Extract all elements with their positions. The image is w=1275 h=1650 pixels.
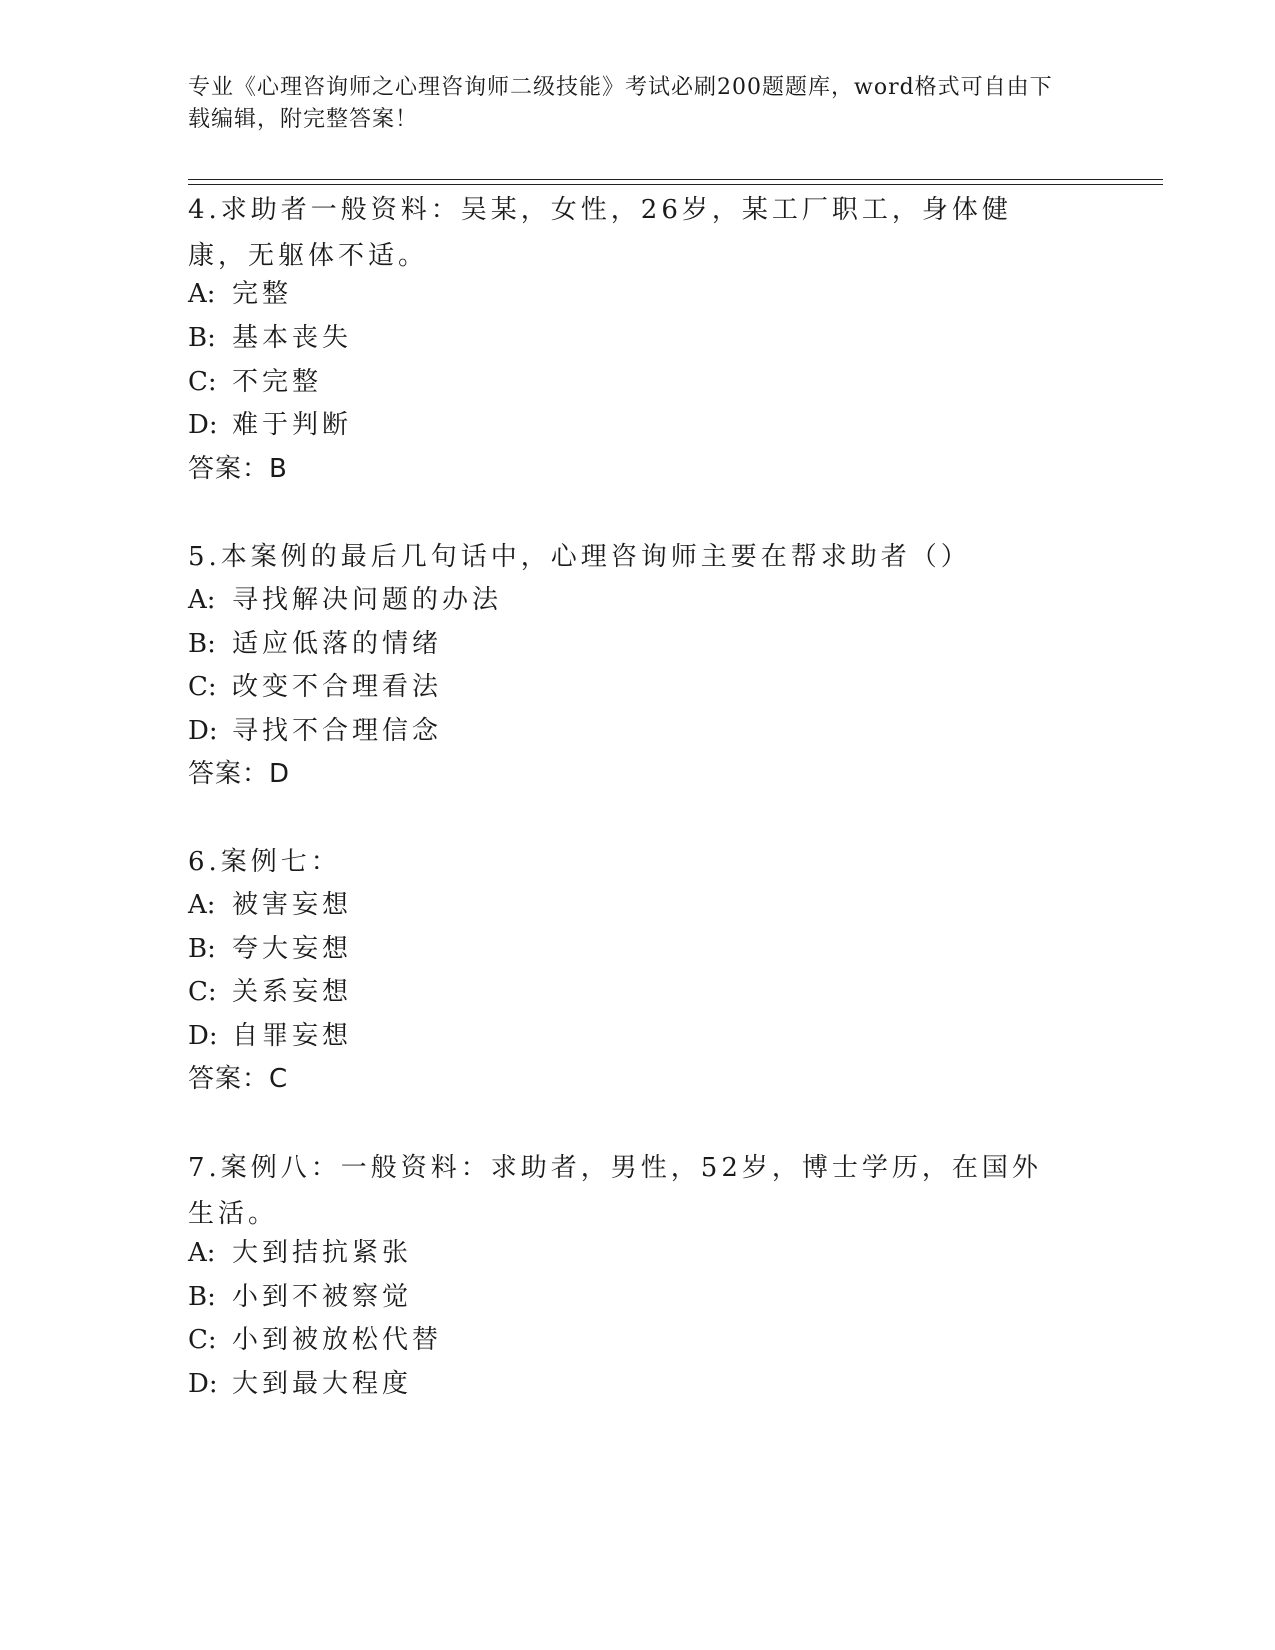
question-6-stem: 6.案例七： <box>188 847 341 877</box>
option-letter: B: <box>188 1282 216 1312</box>
option-letter: B: <box>188 629 216 659</box>
question-5-option-a <box>188 583 502 617</box>
header-divider-bottom <box>188 184 1163 185</box>
option-letter: C: <box>188 1325 217 1355</box>
question-7-stem: 7.案例八：一般资料：求助者，男性，52岁，博士学历，在国外生活。 <box>188 1153 1042 1229</box>
option-text: 不完整 <box>232 367 323 397</box>
option-text: 基本丧失 <box>232 323 353 353</box>
question-6-option-a <box>188 888 352 922</box>
question-5-answer: 答案：D <box>188 759 291 789</box>
option-text: 适应低落的情绪 <box>232 629 443 659</box>
option-letter: C: <box>188 367 217 397</box>
option-letter: B: <box>188 934 216 964</box>
question-4-answer: 答案：B <box>188 454 288 484</box>
option-letter: A: <box>188 279 216 309</box>
option-text: 完整 <box>232 279 293 309</box>
option-text: 被害妄想 <box>232 890 353 920</box>
question-6-option-d <box>188 1019 352 1053</box>
question-5-option-c <box>188 670 442 704</box>
option-letter: A: <box>188 890 216 920</box>
question-6-option-b <box>188 932 352 966</box>
question-7-option-d <box>188 1367 412 1401</box>
question-7-option-c <box>188 1323 442 1357</box>
question-5-option-d <box>188 714 442 748</box>
option-letter: D: <box>188 410 218 440</box>
question-4-option-c <box>188 365 322 399</box>
option-text: 难于判断 <box>232 410 353 440</box>
option-letter: D: <box>188 1369 218 1399</box>
question-6-option-c <box>188 975 352 1009</box>
option-text: 小到不被察觉 <box>232 1282 413 1312</box>
document-header: 专业《心理咨询师之心理咨询师二级技能》考试必刷200题题库，word格式可自由下载编辑，附完整答案！ <box>188 75 1053 132</box>
question-7-option-b <box>188 1280 412 1314</box>
option-text: 寻找不合理信念 <box>232 716 443 746</box>
question-4-stem: 4.求助者一般资料：吴某，女性，26岁，某工厂职工，身体健康，无躯体不适。 <box>188 195 1012 271</box>
question-5-option-b <box>188 627 442 661</box>
option-letter: A: <box>188 1238 216 1268</box>
option-letter: C: <box>188 977 217 1007</box>
question-5-stem: 5.本案例的最后几句话中，心理咨询师主要在帮求助者（） <box>188 542 971 572</box>
option-text: 大到最大程度 <box>232 1369 413 1399</box>
option-letter: D: <box>188 716 218 746</box>
header-divider-top <box>188 179 1163 180</box>
question-4-option-a <box>188 277 292 311</box>
option-text: 自罪妄想 <box>232 1021 353 1051</box>
question-6-answer: 答案：C <box>188 1064 289 1094</box>
option-letter: B: <box>188 323 216 353</box>
option-text: 改变不合理看法 <box>232 672 443 702</box>
option-text: 夸大妄想 <box>232 934 353 964</box>
question-4-option-b <box>188 321 352 355</box>
question-7-option-a <box>188 1236 412 1270</box>
option-text: 寻找解决问题的办法 <box>232 585 503 615</box>
option-text: 小到被放松代替 <box>232 1325 443 1355</box>
option-letter: D: <box>188 1021 218 1051</box>
option-letter: C: <box>188 672 217 702</box>
question-4-option-d <box>188 408 352 442</box>
option-text: 大到拮抗紧张 <box>232 1238 413 1268</box>
option-letter: A: <box>188 585 216 615</box>
option-text: 关系妄想 <box>232 977 353 1007</box>
